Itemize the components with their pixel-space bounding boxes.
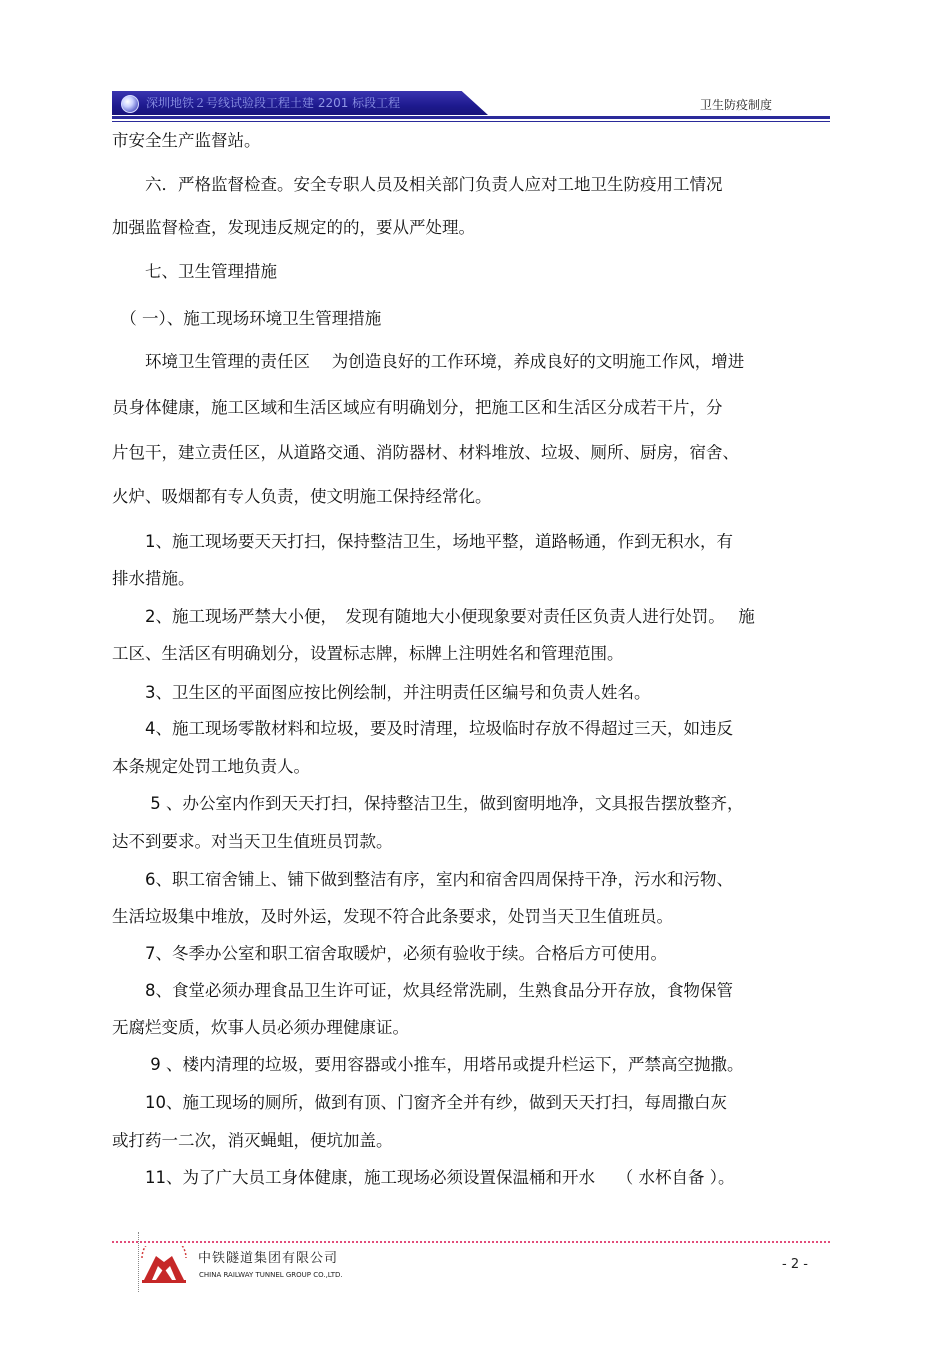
body-line: 员身体健康，施工区域和生活区域应有明确划分，把施工区和生活区分成若干片，分 xyxy=(112,398,723,417)
body-line: 或打药一二次，消灭蝇蛆，便坑加盖。 xyxy=(112,1131,393,1150)
header-rule-thick xyxy=(112,116,830,119)
body-line: 环境卫生管理的责任区 为创造良好的工作环境，养成良好的文明施工作风，增进 xyxy=(112,352,745,371)
body-line: （ 一）、施工现场环境卫生管理措施 xyxy=(112,309,382,328)
body-line: 8、食堂必须办理食品卫生许可证，炊具经常洗刷，生熟食品分开存放，食物保管 xyxy=(112,981,733,1000)
header-rule-thin xyxy=(112,121,830,122)
body-line: 片包干，建立责任区，从道路交通、消防器材、材料堆放、垃圾、厕所、厨房，宿舍、 xyxy=(112,443,739,462)
body-line: 11、为了广大员工身体健康，施工现场必须设置保温桶和开水 （ 水杯自备 ）。 xyxy=(112,1168,735,1187)
body-line: 七、卫生管理措施 xyxy=(112,262,277,281)
header-doc-title: 卫生防疫制度 xyxy=(700,98,773,112)
body-line: 达不到要求。对当天卫生值班员罚款。 xyxy=(112,832,393,851)
body-line: 3、卫生区的平面图应按比例绘制，并注明责任区编号和负责人姓名。 xyxy=(112,683,651,702)
body-line: 7、冬季办公室和职工宿舍取暖炉，必须有验收于续。合格后方可使用。 xyxy=(112,944,667,963)
body-line: 市安全生产监督站。 xyxy=(112,131,261,150)
body-line: 无腐烂变质，炊事人员必须办理健康证。 xyxy=(112,1018,409,1037)
body-line: 2、施工现场严禁大小便， 发现有随地大小便现象要对责任区负责人进行处罚。 施 xyxy=(112,607,755,626)
body-line: 本条规定处罚工地负责人。 xyxy=(112,757,310,776)
body-line: 加强监督检查，发现违反规定的的，要从严处理。 xyxy=(112,218,475,237)
page-number: - 2 - xyxy=(782,1257,808,1272)
footer-dotted-rule xyxy=(112,1241,830,1243)
body-line: 9 、楼内清理的垃圾，要用容器或小推车，用塔吊或提升栏运下，严禁高空抛撒。 xyxy=(112,1055,744,1074)
header-project-name: 深圳地铁２号线试验段工程土建 2201 标段工程 xyxy=(146,96,401,110)
body-line: 火炉、吸烟都有专人负责，使文明施工保持经常化。 xyxy=(112,487,492,506)
body-line: 5 、办公室内作到天天打扫，保持整洁卫生，做到窗明地净，文具报告摆放整齐， xyxy=(112,794,744,813)
body-line: 排水措施。 xyxy=(112,569,195,588)
globe-icon xyxy=(121,95,139,113)
footer-company-en: CHINA RAILWAY TUNNEL GROUP CO.,LTD. xyxy=(199,1271,343,1279)
body-line: 六．严格监督检查。安全专职人员及相关部门负责人应对工地卫生防疫用工情况 xyxy=(112,175,723,194)
company-logo-icon xyxy=(138,1246,190,1286)
body-line: 1、施工现场要天天打扫，保持整洁卫生，场地平整，道路畅通，作到无积水，有 xyxy=(112,532,733,551)
body-line: 生活垃圾集中堆放，及时外运，发现不符合此条要求，处罚当天卫生值班员。 xyxy=(112,907,673,926)
footer-company-cn: 中铁隧道集团有限公司 xyxy=(198,1251,339,1266)
body-line: 4、施工现场零散材料和垃圾，要及时清理，垃圾临时存放不得超过三天，如违反 xyxy=(112,719,733,738)
body-line: 6、职工宿舍铺上、铺下做到整洁有序，室内和宿舍四周保持干净，污水和污物、 xyxy=(112,870,733,889)
body-line: 工区、生活区有明确划分，设置标志牌，标牌上注明姓名和管理范围。 xyxy=(112,644,624,663)
body-line: 10、施工现场的厕所，做到有顶、门窗齐全并有纱，做到天天打扫，每周撒白灰 xyxy=(112,1093,727,1112)
